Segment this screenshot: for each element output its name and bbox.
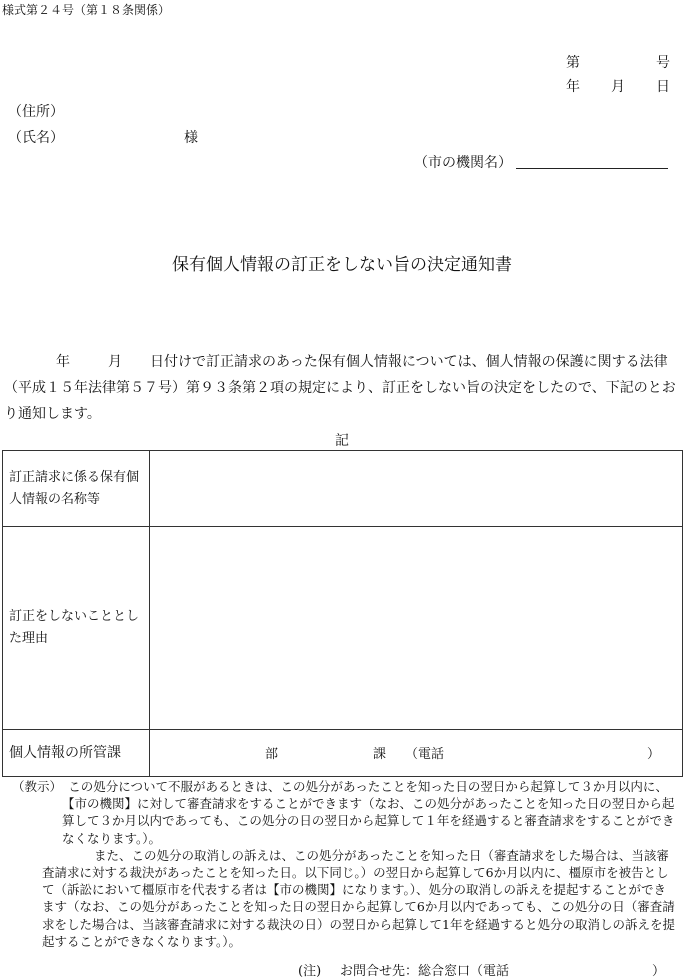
body-text: 日付けで訂正請求のあった保有個人情報については、個人情報の保護に関する法律（平成１５年法律第５７号）第９３条第２項の規定により、訂正をしない旨の決定をしたので、下記のとおり通知します。 bbox=[4, 354, 676, 422]
info-name-value bbox=[150, 451, 683, 527]
recipient-address-label: （住所） bbox=[8, 104, 64, 120]
issue-day-label: 日 bbox=[656, 79, 670, 95]
contact-label: お問合せ先：総合窓口（電話 bbox=[340, 964, 510, 979]
recipient-honorific: 様 bbox=[184, 130, 198, 146]
instruction-notes bbox=[6, 778, 678, 950]
table-row bbox=[3, 527, 683, 730]
document-number-prefix: 第 bbox=[566, 55, 580, 71]
form-number: 様式第２４号（第１８条関係） bbox=[2, 3, 171, 17]
appeal-instruction: （教示） この処分について不服があるときは、この処分があったことを知った日の翌日から起算して３か月以内に、【市の機関】に対して審査請求をすることができます（なお、この処分があったことを知った日の翌日から起算して３か月以内であっても、この処分の日の翌日から起算して１年を経過すると審査請求をすることができなくなります。）。 bbox=[12, 779, 675, 846]
document-title: 保有個人情報の訂正をしない旨の決定通知書 bbox=[172, 255, 512, 275]
table-row bbox=[3, 451, 683, 527]
ki-heading: 記 bbox=[335, 433, 349, 449]
sender-org-underline bbox=[516, 168, 668, 169]
dept-phone-close: ） bbox=[647, 747, 661, 762]
dept-bu-label: 部 bbox=[265, 747, 279, 762]
lawsuit-instruction: また、この処分の取消しの訴えは、この処分があったことを知った日（審査請求をした場合は、当該審査請求に対する裁決があったことを知った日。以下同じ。）の翌日から起算して6か月以内に、橿原市を被告として（訴訟において橿原市を代表する者は【市の機関】になります。）、処分の取消しの訴えを提起することができます（なお、この処分があったことを知った日の翌日から起算して6か月以内であっても、この処分の日（審査請求をした場合は、当該審査請求に対する裁決の日）の翌日から起算して1年を経過すると処分の取消しの訴えを提起することができなくなります。）。 bbox=[42, 847, 675, 949]
department-value bbox=[150, 730, 683, 777]
info-name-label: 訂正請求に係る保有個人情報の名称等 bbox=[3, 451, 150, 527]
reason-label: 訂正をしないこととした理由 bbox=[3, 527, 150, 730]
body-date-year: 年 bbox=[56, 354, 70, 370]
recipient-name-label: （氏名） bbox=[8, 130, 64, 146]
issue-month-label: 月 bbox=[611, 79, 625, 95]
body-date-month: 月 bbox=[108, 354, 122, 370]
notice-body bbox=[4, 349, 680, 427]
table-row bbox=[3, 730, 683, 777]
details-table bbox=[2, 450, 683, 777]
dept-phone-label: （電話 bbox=[405, 747, 445, 762]
department-label: 個人情報の所管課 bbox=[3, 730, 150, 777]
document-number-suffix: 号 bbox=[656, 55, 670, 71]
contact-close: ） bbox=[652, 964, 666, 979]
issue-year-label: 年 bbox=[566, 79, 580, 95]
note-label: (注) bbox=[298, 964, 322, 979]
sender-org-label: （市の機関名） bbox=[414, 155, 512, 171]
dept-ka-label: 課 bbox=[373, 747, 387, 762]
reason-value bbox=[150, 527, 683, 730]
